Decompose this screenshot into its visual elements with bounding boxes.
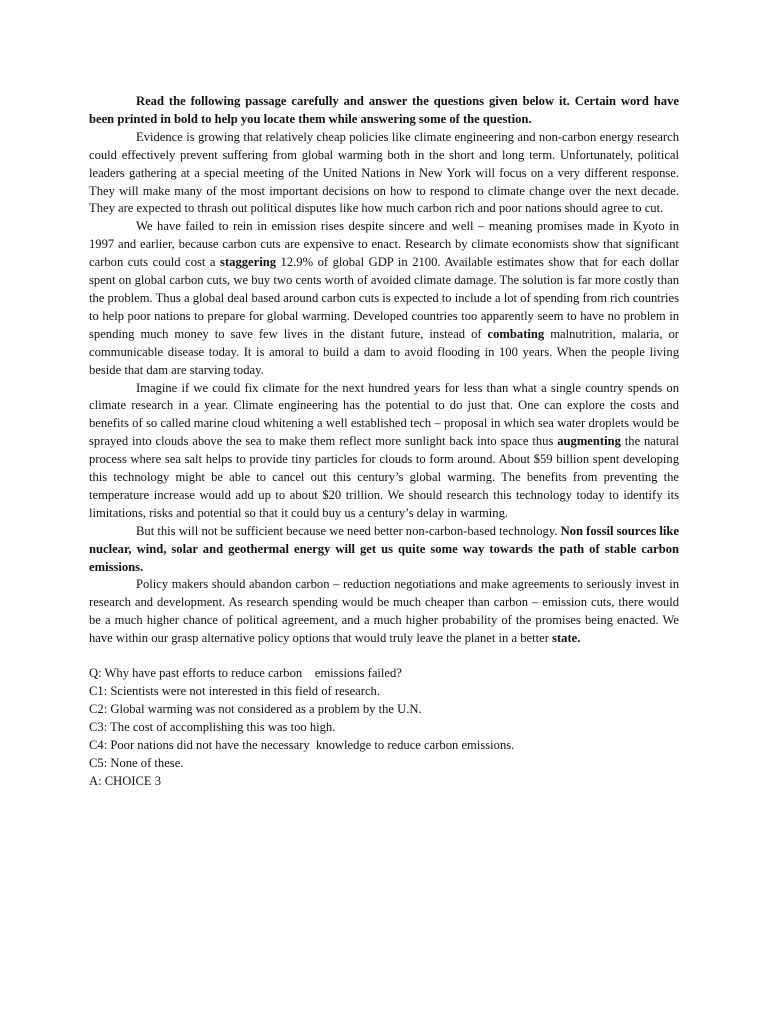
passage-paragraph	[89, 380, 679, 523]
passage-paragraph	[89, 218, 679, 379]
bold-keyword: Non fossil sources like nuclear, wind, solar and geothermal energy will get us quite some way towards the path of stable carbon emissions.	[89, 523, 679, 574]
choice-item: C4: Poor nations did not have the necessary knowledge to reduce carbon emissions.	[89, 737, 515, 752]
passage-paragraph	[89, 523, 679, 577]
question-block	[89, 665, 679, 790]
passage-paragraph	[89, 576, 679, 648]
paragraph-text: 12.9% of global GDP in 2100. Available estimates show that for each dollar spent on global carbon cuts, we buy two cents worth of avoided climate damage. The solution is far more costly than the problem. Thus a global deal based around carbon cuts is expected to include a lot of spending from rich countries to help poor nations to prepare for global warming. Developed countries too apparently seem to have no problem in spending much money to save few lives in the distant future, instead of	[89, 255, 679, 341]
bold-keyword: augmenting	[557, 434, 621, 449]
paragraph-text: Policy makers should abandon carbon – reduction negotiations and make agreements to seriously invest in research and development. As research spending would be much cheaper than carbon – emission cuts, there would be a much higher chance of political agreement, and a much higher probability of the promises being enacted. We have within our grasp alternative policy options that would truly leave the planet in a better	[89, 577, 679, 646]
document-page	[89, 93, 679, 790]
choice-item: C3: The cost of accomplishing this was too high.	[89, 719, 336, 734]
choices-list	[89, 683, 679, 773]
choice-item: C1: Scientists were not interested in this field of research.	[89, 684, 380, 698]
paragraph-text: Imagine if we could fix climate for the next hundred years for less than what a single country spends on climate research in a year. Climate engineering has the potential to do just that. One can explore the costs and benefits of so called marine cloud whitening a well established tech – proposal in which sea water droplets would be sprayed into clouds above the sea to make them reflect more sunlight back into space thus	[89, 380, 679, 449]
paragraph-text: the natural process where sea salt helps to provide tiny particles for clouds to form around. About $59 billion spent developing this technology might be able to cancel out this century’s global warming. The benefits from preventing the temperature increase would add up to about $20 trillion. We should research this technology today to identify its limitations, risks and potential so that it could buy us a century’s delay in warming.	[89, 434, 679, 520]
paragraph-text: But this will not be sufficient because we need better non-carbon-based technology.	[136, 523, 561, 538]
paragraph-text: We have failed to rein in emission rises despite sincere and well – meaning promises made in Kyoto in 1997 and earlier, because carbon cuts are expensive to enact. Research by climate economists show that significant carbon cuts could cost a	[89, 219, 679, 270]
question-text: Q: Why have past efforts to reduce carbon emissions failed?	[89, 666, 402, 681]
paragraph-text: Evidence is growing that relatively cheap policies like climate engineering and non-carbon energy research could effectively prevent suffering from global warming both in the short and long term. Unfortunately, political leaders gathering at a special meeting of the United Nations in New York will focus on a very different response. They will make many of the most important decisions on how to respond to climate change over the next decade. They are expected to thrash out political disputes like how much carbon rich and poor nations should agree to cut.	[89, 129, 679, 216]
bold-keyword: combating	[487, 326, 545, 341]
paragraph-text: malnutrition, malaria, or communicable disease today. It is amoral to build a dam to avoid flooding in 100 years. When the people living beside that dam are starving today.	[89, 326, 679, 377]
choice-item: C2: Global warming was not considered as a problem by the U.N.	[89, 701, 422, 716]
answer-text: A: CHOICE 3	[89, 773, 162, 788]
choice-item: C5: None of these.	[89, 755, 184, 770]
bold-keyword: staggering	[220, 255, 277, 270]
bold-keyword: state.	[552, 631, 581, 646]
instructions-heading: Read the following passage carefully and answer the questions given below it. Certain word have been printed in bold to help you locate them while answering some of the question.	[89, 94, 679, 126]
passage-paragraph	[89, 129, 679, 219]
passage	[89, 129, 679, 648]
